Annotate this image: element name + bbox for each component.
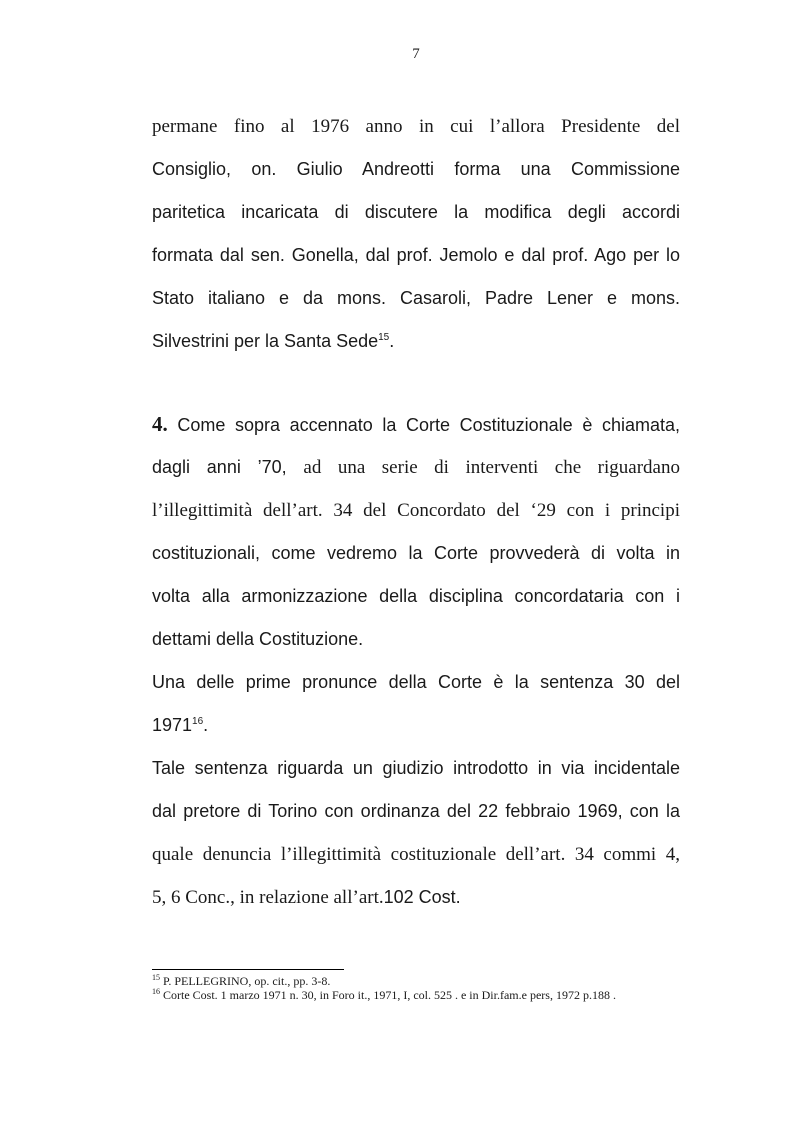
footnote-number: 15 <box>152 973 160 982</box>
body-line-10: costituzionali, come vedremo la Corte provvederà di volta in <box>152 543 680 563</box>
body-line-6 <box>152 329 680 353</box>
body-line-11: volta alla armonizzazione della disciplina concordataria con i <box>152 586 680 606</box>
line-text: permane fino al 1976 anno in cui l’allora Presidente del <box>152 116 680 137</box>
footnote-ref-16[interactable]: 16 <box>192 716 204 727</box>
line-text: quale denuncia l’illegittimità costituzionale dell’art. 34 commi 4, <box>152 844 680 865</box>
footnote-15 <box>152 974 330 988</box>
body-line-5: Stato italiano e da mons. Casaroli, Padre Lener e mons. <box>152 288 680 308</box>
body-line-18 <box>152 885 680 910</box>
line-end: . <box>203 715 209 735</box>
line-text: Silvestrini per la Santa Sede <box>152 331 379 351</box>
body-line-4: formata dal sen. Gonella, dal prof. Jemolo e dal prof. Ago per lo <box>152 245 680 265</box>
body-line-2: Consiglio, on. Giulio Andreotti forma una Commissione <box>152 159 680 179</box>
line-text-b: ad una serie di interventi che riguardano <box>303 457 680 478</box>
body-line-14 <box>152 713 680 737</box>
body-line-16: dal pretore di Torino con ordinanza del 22 febbraio 1969, con la <box>152 801 680 821</box>
line-text-a: dagli anni ’70, <box>152 457 304 477</box>
body-line-3: paritetica incaricata di discutere la modifica degli accordi <box>152 202 680 222</box>
footnote-16 <box>152 988 616 1002</box>
line-text: 1971 <box>152 715 193 735</box>
body-line-9 <box>152 498 680 523</box>
footnote-text: P. PELLEGRINO, op. cit., pp. 3-8. <box>160 974 331 988</box>
body-line-1 <box>152 114 680 139</box>
line-end: . <box>389 331 395 351</box>
footnote-number: 16 <box>152 987 160 996</box>
line-text: Come sopra accennato la Corte Costituzionale è chiamata, <box>167 415 680 435</box>
line-text-b: 102 Cost. <box>383 887 461 907</box>
line-text: l’illegittimità dell’art. 34 del Concordato del ‘29 con i principi <box>152 500 680 521</box>
body-line-8 <box>152 455 680 480</box>
footnote-text: Corte Cost. 1 marzo 1971 n. 30, in Foro it., 1971, I, col. 525 . e in Dir.fam.e pers, 1972 p.188 . <box>160 988 616 1002</box>
body-line-15: Tale sentenza riguarda un giudizio introdotto in via incidentale <box>152 758 680 778</box>
footnote-separator <box>152 969 344 970</box>
line-text-a: 5, 6 Conc., in relazione all’art. <box>152 887 384 908</box>
section-4-heading-line <box>152 412 680 437</box>
section-number: 4. <box>152 412 168 436</box>
body-line-13: Una delle prime pronunce della Corte è la sentenza 30 del <box>152 672 680 692</box>
page-number: 7 <box>412 46 420 62</box>
body-line-12: dettami della Costituzione. <box>152 629 364 649</box>
body-line-17 <box>152 842 680 867</box>
footnote-ref-15[interactable]: 15 <box>378 332 390 343</box>
